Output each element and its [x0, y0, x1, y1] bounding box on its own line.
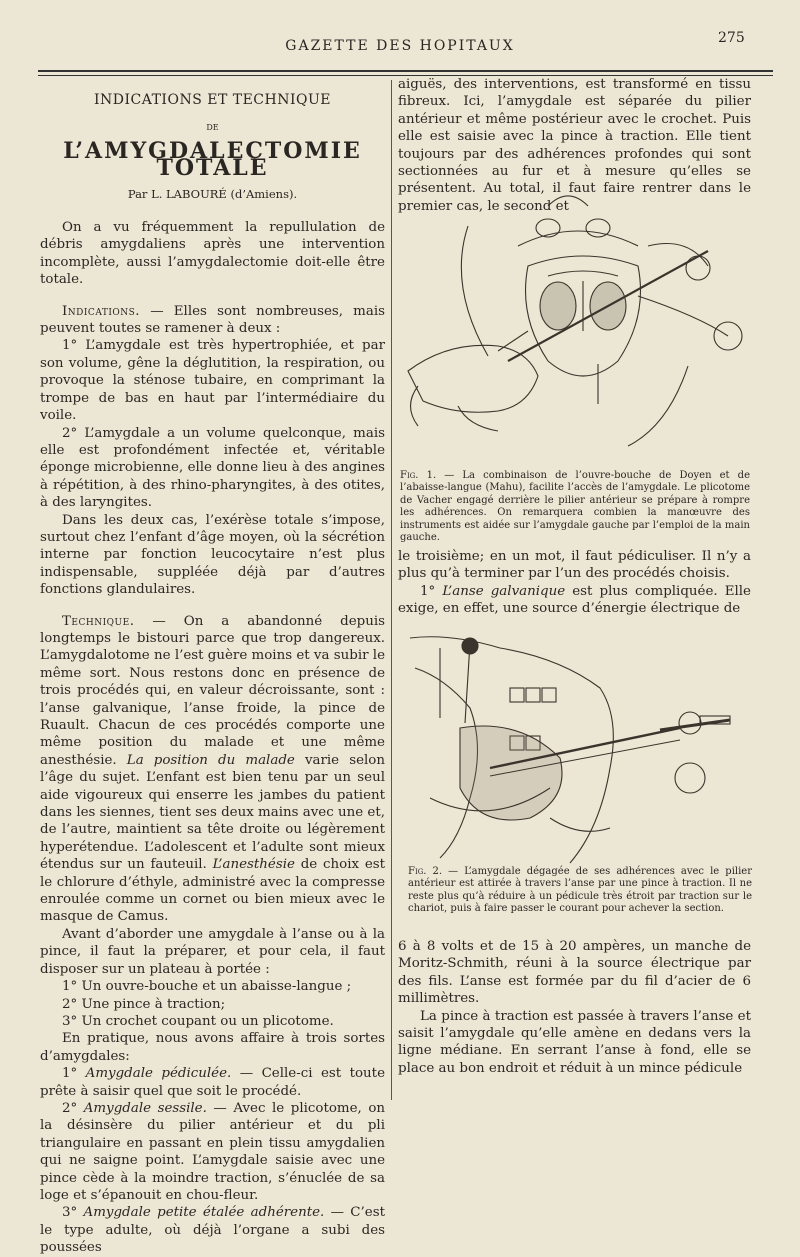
anse-galvanique-text: est plus compliquée. Elle exige, en effet, une source d’énergie électrique de	[398, 583, 751, 617]
paragraph-type-adherente	[40, 1204, 385, 1256]
page-number: 275	[718, 30, 745, 46]
type-1-number: 1°	[62, 1066, 86, 1082]
type-3-text: — C’est le type adulte, où déjà l’organe a subi des poussées	[40, 1205, 385, 1256]
type-1-text: — Celle-ci est toute prête à saisir quel que soit le procédé.	[40, 1066, 385, 1099]
journal-header-title: GAZETTE DES HOPITAUX	[285, 38, 515, 54]
figure-1-caption-text: — La combinaison de l’ouvre-bouche de Doyen et de l’abaisse-langue (Mahu), facilite l’accès de l’amygdale. Le plicotome de Vacher engagé derrière le pilier antérieur se prépare à rompre les adhérences. On remarquera combien la manœuvre des instruments est aidée sur l’amygdale gauche par l’emploi de la main gauche.	[400, 470, 750, 544]
list-item-ouvre-bouche: 1° Un ouvre-bouche et un abaisse-langue ;	[62, 979, 352, 995]
technique-text-c: de choix est le chlorure d’éthyle, administré avec la compresse enroulée comme un cornet ou bien mieux avec le masque de Camus.	[40, 857, 385, 925]
technique-text-b: varie selon l’âge du sujet. L’enfant est bien tenu par un seul aide vigoureux qui enserre les jambes du patient dans les siennes, tient ses deux mains avec une et, de l’autre, maintient sa tête droite ou légèrement hyperétendue. L’adolescent et l’adulte sont mieux étendus sur un fauteuil.	[40, 752, 385, 873]
paragraph-indications	[40, 303, 385, 338]
paragraph-type-sessile	[40, 1100, 385, 1204]
paragraph-electrical-source: 6 à 8 volts et de 15 à 20 ampères, un manche de Moritz-Schmith, réuni à la source électrique par des fils. L’anse est formée par du fil d’acier de 6 millimètres.	[398, 939, 751, 1007]
technique-text-a: — On a abandonné depuis longtemps le bistouri parce que trop dangereux. L’amygdalotome ne l’est guère moins et va subir le même sort. Nous restons donc en présence de trois procédés qui, en valeur décroissante, sont : l’anse galvanique, l’anse froide, la pince de Ruault. Chacun de ces procédés comporte une même position du malade et une même anesthésie.	[40, 613, 385, 768]
list-item-pince: 2° Une pince à traction;	[62, 996, 226, 1012]
figure-2-label: Fig. 2.	[408, 866, 443, 877]
paragraph-preparation: Avant d’aborder une amygdale à l’anse ou à la pince, il faut la préparer, et pour cela, il faut disposer sur un plateau à portée :	[40, 926, 385, 977]
article-title-line1: INDICATIONS ET TECHNIQUE	[94, 92, 331, 108]
column-divider	[391, 80, 392, 1100]
anse-number: 1°	[420, 583, 443, 599]
figure-2-caption	[408, 866, 752, 916]
type-3-number: 3°	[62, 1205, 84, 1221]
article-title-de: DE	[206, 123, 219, 133]
paragraph-three-types: En pratique, nous avons affaire à trois sortes d’amygdales:	[40, 1031, 385, 1064]
right-column-bottom	[398, 938, 751, 1077]
paragraph-indication-1: 1° L’amygdale est très hypertrophiée, et par son volume, gêne la déglutition, la respiration, ou provoque la sténose tubaire, en comprimant la trompe de bas en haut par l’intermédiaire du voile.	[40, 338, 385, 424]
anse-galvanique-label: L’anse galvanique	[442, 583, 566, 599]
article-title-main: L’AMYGDALECTOMIE TOTALE	[63, 137, 362, 182]
paragraph-anse-galvanique	[398, 583, 751, 618]
type-1-label: Amygdale pédiculée.	[85, 1066, 232, 1082]
type-3-label: Amygdale petite étalée adhérente.	[83, 1205, 325, 1221]
article-author: Par L. LABOURÉ (d’Amiens).	[127, 186, 298, 201]
paragraph-pediculiser: le troisième; en un mot, il faut pédiculiser. Il n’y a plus qu’à terminer par l’un des procédés choisis.	[398, 549, 751, 582]
figure-2-illustration	[400, 628, 756, 866]
paragraph-intro: On a vu fréquemment la repullulation de débris amygdaliens après une intervention incomplète, aussi l’amygdalectomie doit-elle être totale.	[40, 220, 385, 288]
figure-2-caption-text: — L’amygdale dégagée de ses adhérences avec le pilier antérieur est attirée à travers l’anse par une pince à traction. Il ne reste plus qu’à réduire à un pédicule très étroit par traction sur le chariot, puis à faire passer le courant pour achever la section.	[408, 866, 752, 915]
figure-1-label: Fig. 1.	[400, 470, 437, 481]
header-rule-thick	[38, 70, 773, 72]
list-item-crochet: 3° Un crochet coupant ou un plicotome.	[62, 1013, 334, 1029]
paragraph-two-cases: Dans les deux cas, l’exérèse totale s’impose, surtout chez l’enfant d’âge moyen, où la sécrétion interne par fonction leucocytaire n’est plus indispensable, suppléée déjà par d’autres fonctions glandulaires.	[40, 512, 385, 598]
type-2-number: 2°	[62, 1100, 84, 1116]
paragraph-pince-traction: La pince à traction est passée à travers l’anse et saisit l’amygdale qu’elle amène en dedans vers la ligne médiane. En serrant l’anse à fond, elle se place au bon endroit et réduit à un mince pédicule	[398, 1008, 751, 1076]
figure-1-illustration	[398, 186, 754, 466]
section-label-technique: Technique.	[62, 613, 135, 629]
right-column-middle	[398, 548, 751, 618]
paragraph-continuation: aiguës, des interventions, est transformé en tissu fibreux. Ici, l’amygdale est séparée du pilier antérieur et même postérieur avec le crochet. Puis elle est saisie avec la pince à traction. Elle tient toujours par des adhérences profondes qui sont sectionnées au fur et à mesure qu’elles se présentent. Au total, il faut faire rentrer dans le premier cas, le second et	[398, 77, 751, 214]
left-column	[40, 92, 385, 1257]
figure-1-caption	[400, 470, 750, 544]
paragraph-indications-text: — Elles sont nombreuses, mais peuvent toutes se ramener à deux :	[40, 303, 385, 337]
technique-italic-position: La position du malade	[126, 752, 295, 768]
paragraph-indication-2: 2° L’amygdale a un volume quelconque, mais elle est profondément infectée et, véritable éponge microbienne, elle donne lieu à des angines à répétition, à des rhino-pharyngites, à des otites, à des laryngites.	[40, 425, 385, 511]
paragraph-technique	[40, 613, 385, 926]
section-label-indications: Indications.	[62, 303, 141, 319]
type-2-text: — Avec le plicotome, on la désinsère du pilier antérieur et du pli triangulaire en passant en plein tissu amygdalien qui ne saigne point. L’amygdale saisie avec une pince cède à la moindre traction, s’énuclée de sa loge et s’épanouit en chou-fleur.	[40, 1100, 386, 1203]
technique-italic-anesthesie: L’anesthésie	[212, 857, 295, 873]
type-2-label: Amygdale sessile.	[83, 1100, 207, 1116]
paragraph-type-pediculee	[40, 1065, 385, 1100]
